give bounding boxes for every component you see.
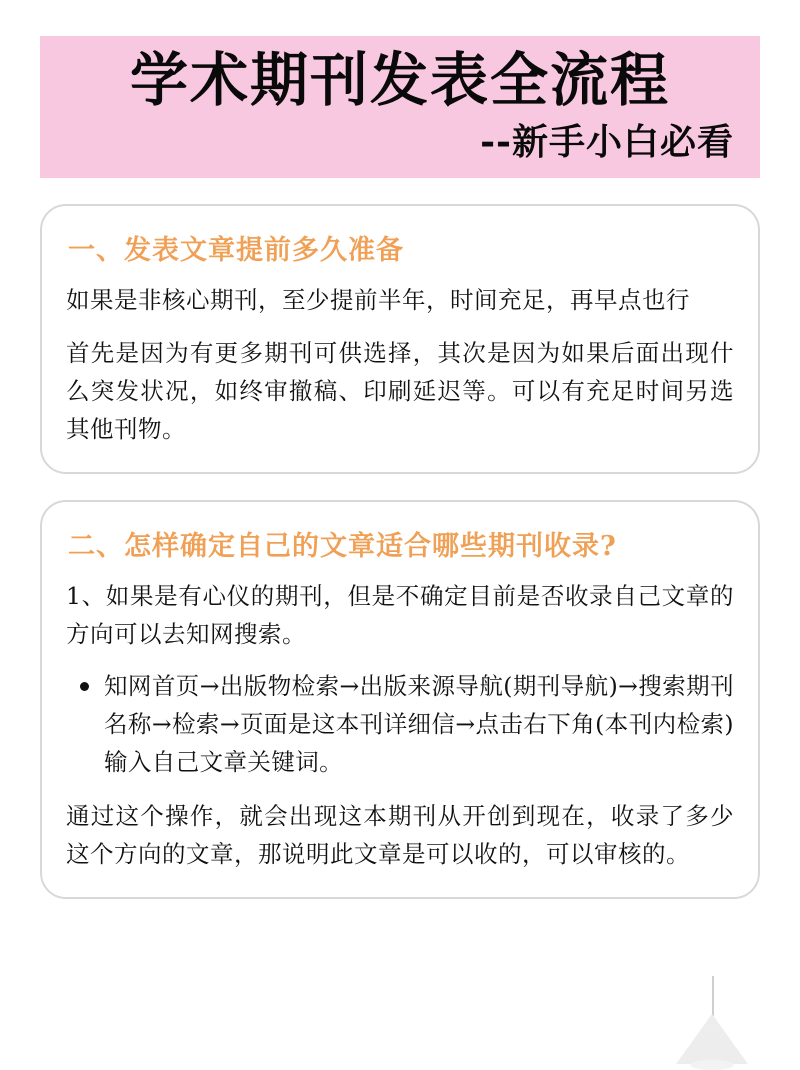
hanging-lamp-icon — [668, 976, 758, 1068]
list-item: 知网首页→出版物检索→出版来源导航(期刊导航)→搜索期刊名称→检索→页面是这本刊详细信→点击右下角(本刊内检索)输入自己文章关键词。 — [100, 667, 734, 781]
section-2-paragraph-2: 通过这个操作，就会出现这本期刊从开创到现在，收录了多少这个方向的文章，那说明此文章是可以收的，可以审核的。 — [66, 802, 734, 869]
page-title: 学术期刊发表全流程 — [129, 46, 670, 114]
section-1-paragraph-2: 首先是因为有更多期刊可供选择，其次是因为如果后面出现什么突发状况，如终审撤稿、印刷延迟等。可以有充足时间另选其他刊物。 — [66, 338, 734, 443]
section-card-1 — [40, 204, 760, 473]
lamp-shade — [676, 1014, 748, 1064]
section-title-2: 二、怎样确定自己的文章适合哪些期刊收录? — [68, 530, 617, 562]
page-subtitle: --新手小白必看 — [480, 120, 734, 163]
section-1-paragraph-1: 如果是非核心期刊，至少提前半年，时间充足，再早点也行 — [66, 286, 690, 315]
section-2-bullet-list — [66, 667, 734, 781]
lamp-glow — [690, 1060, 734, 1070]
lamp-cord — [712, 976, 714, 1016]
header-banner — [40, 36, 760, 178]
section-title-1: 一、发表文章提前多久准备 — [68, 235, 404, 267]
section-card-2 — [40, 500, 760, 899]
section-2-paragraph-1: 1、如果是有心仪的期刊，但是不确定目前是否收录自己文章的方向可以去知网搜索。 — [66, 581, 734, 648]
